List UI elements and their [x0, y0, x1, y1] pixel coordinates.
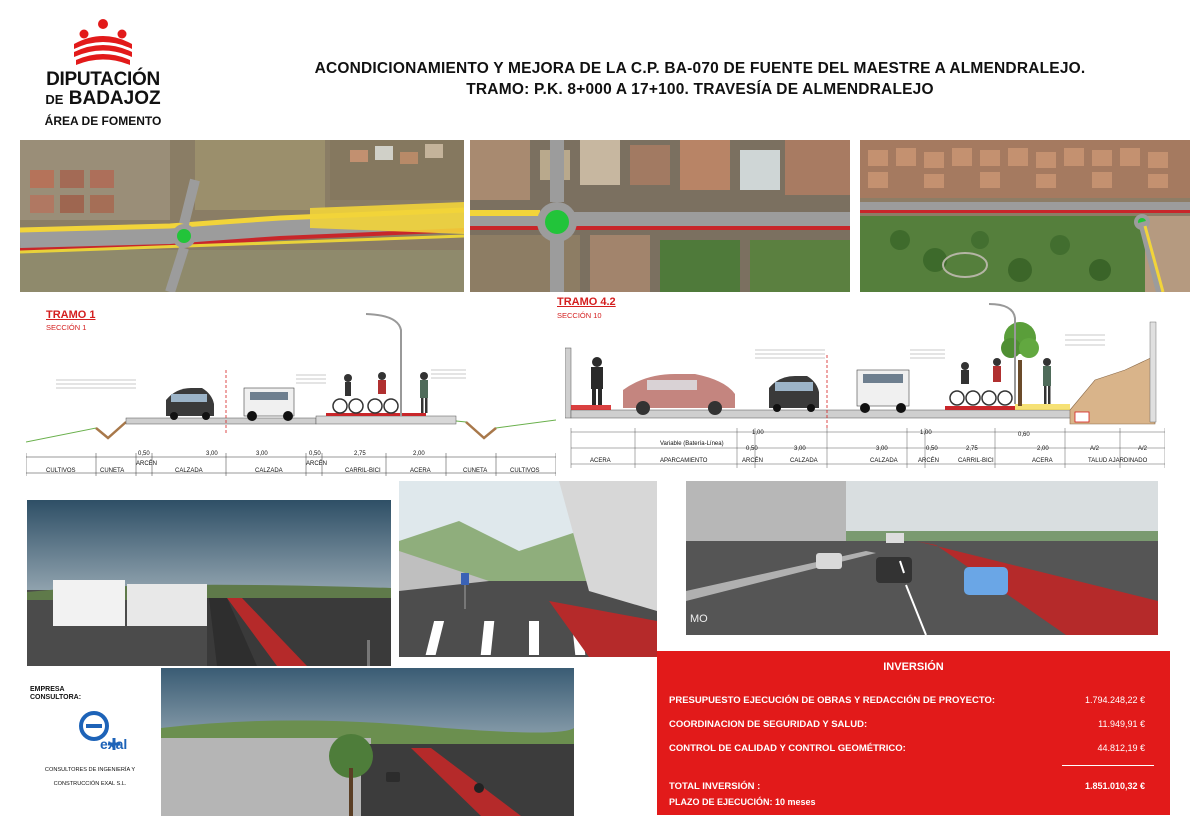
section1-label: ARCÉN: [306, 461, 328, 467]
section2-subtitle: SECCIÓN 10: [557, 311, 602, 320]
investment-row-label: PRESUPUESTO EJECUCIÓN DE OBRAS Y REDACCIÓN DE PROYECTO:: [669, 695, 996, 706]
section2-label: ARCÉN: [918, 458, 940, 464]
section1-label: CARRIL-BICI: [345, 468, 381, 474]
section2-note: Variable (Batería-Línea): [660, 441, 724, 447]
car-icon: [769, 376, 819, 412]
pedestrian-icon: [420, 372, 428, 413]
section2-label: ACERA: [590, 458, 611, 464]
diputacion-emblem-icon: [70, 18, 136, 68]
logo-text-badajoz: [28, 89, 178, 109]
investment-row-label: CONTROL DE CALIDAD Y CONTROL GEOMÉTRICO:: [669, 743, 906, 754]
consultant-block: [30, 686, 150, 789]
section2-label: TALUD AJARDINADO: [1088, 458, 1148, 464]
section2-dim: 3,00: [794, 446, 806, 452]
logo-text-badajoz-word: BADAJOZ: [68, 88, 161, 109]
consultant-label-1: EMPRESA: [30, 686, 65, 693]
section2-label: CALZADA: [870, 458, 898, 464]
render-street-view-2: [686, 481, 1158, 635]
tree-icon: [1001, 322, 1039, 406]
consultant-name-1: CONSULTORES DE INGENIERÍA Y: [44, 767, 136, 773]
project-title-line2: TRAMO: P.K. 8+000 A 17+100. TRAVESÍA DE ALMENDRALEJO: [466, 81, 934, 98]
section1-dim: 2,75: [354, 451, 366, 457]
render-street-view-1: [27, 500, 391, 666]
render-street-view-3: [161, 668, 574, 816]
investment-box: [657, 651, 1170, 815]
truck-icon: [857, 370, 909, 413]
investment-row-value: 1.794.248,22 €: [1084, 695, 1145, 705]
investment-row-value: 44.812,19 €: [1097, 743, 1145, 753]
diputacion-logo: [28, 18, 178, 136]
investment-title: INVERSIÓN: [883, 661, 944, 673]
section1-title: TRAMO 1: [46, 309, 96, 321]
cross-section-1: [26, 310, 556, 480]
project-title: [200, 58, 1200, 100]
total-divider: [1062, 765, 1154, 766]
aerial-map-2: [470, 140, 850, 292]
section1-dim: 0,50: [309, 451, 321, 457]
exal-logo-text: exal: [100, 736, 128, 752]
section1-dim: 3,00: [206, 451, 218, 457]
section2-dim: 1,00: [752, 430, 764, 436]
truck-icon: [244, 388, 294, 421]
section1-label: CULTIVOS: [46, 468, 76, 474]
car-icon: [166, 388, 214, 420]
section2-dim: 0,50: [746, 446, 758, 452]
section2-label: CARRIL-BICI: [958, 458, 994, 464]
exal-logo: [70, 710, 150, 761]
cyclist-icon: [333, 372, 398, 413]
section1-label: CALZADA: [255, 468, 283, 474]
execution-period: PLAZO DE EJECUCIÓN: 10 meses: [669, 797, 816, 807]
cyclist-icon: [950, 358, 1012, 405]
section1-subtitle: SECCIÓN 1: [46, 323, 87, 332]
section2-dim: 0,60: [1018, 432, 1030, 438]
section2-dim: 2,00: [1037, 446, 1049, 452]
section2-title: TRAMO 4.2: [557, 296, 616, 308]
investment-row-value: 11.949,91 €: [1098, 719, 1145, 729]
section1-dim: 2,00: [413, 451, 425, 457]
cross-section-2: [565, 300, 1165, 470]
section1-label: CUNETA: [463, 468, 488, 474]
pedestrian-icon: [1043, 358, 1051, 404]
section1-label: ACERA: [410, 468, 431, 474]
consultant-name-2: CONSTRUCCIÓN EXAL S.L.: [53, 781, 127, 787]
section1-label: CUNETA: [100, 468, 125, 474]
render-crosswalk: [399, 481, 657, 657]
section2-label: APARCAMIENTO: [660, 458, 708, 464]
section2-dim: A/2: [1090, 446, 1100, 452]
consultant-label-2: CONSULTORA:: [30, 694, 82, 701]
section2-dim: 1,00: [920, 430, 932, 436]
parked-car-icon: [623, 374, 735, 415]
section2-label: ACERA: [1032, 458, 1053, 464]
section2-dim: 0,50: [926, 446, 938, 452]
section1-label: ARCÉN: [136, 461, 158, 467]
render-caption: MO: [690, 613, 708, 625]
project-title-line1: ACONDICIONAMIENTO Y MEJORA DE LA C.P. BA-070 DE FUENTE DEL MAESTRE A ALMENDRALEJO.: [314, 60, 1086, 77]
section2-dim: 2,75: [966, 446, 978, 452]
investment-row-label: COORDINACION DE SEGURIDAD Y SALUD:: [669, 719, 868, 730]
section1-dim: 0,50: [138, 451, 150, 457]
aerial-map-1: [20, 140, 464, 292]
investment-total-value: 1.851.010,32 €: [1084, 781, 1145, 791]
section1-dim: 3,00: [256, 451, 268, 457]
logo-text-de: DE: [45, 92, 64, 107]
pedestrian-icon: [591, 357, 603, 405]
section2-label: ARCÉN: [742, 458, 764, 464]
section2-dim: A/2: [1138, 446, 1148, 452]
section2-dim: 3,00: [876, 446, 888, 452]
logo-text-diputacion: DIPUTACIÓN: [46, 69, 160, 90]
section1-label: CALZADA: [175, 468, 203, 474]
aerial-map-3: [860, 140, 1190, 292]
investment-total-label: TOTAL INVERSIÓN :: [669, 781, 761, 792]
area-label: ÁREA DE FOMENTO: [44, 114, 162, 128]
section2-label: CALZADA: [790, 458, 818, 464]
section1-label: CULTIVOS: [510, 468, 540, 474]
